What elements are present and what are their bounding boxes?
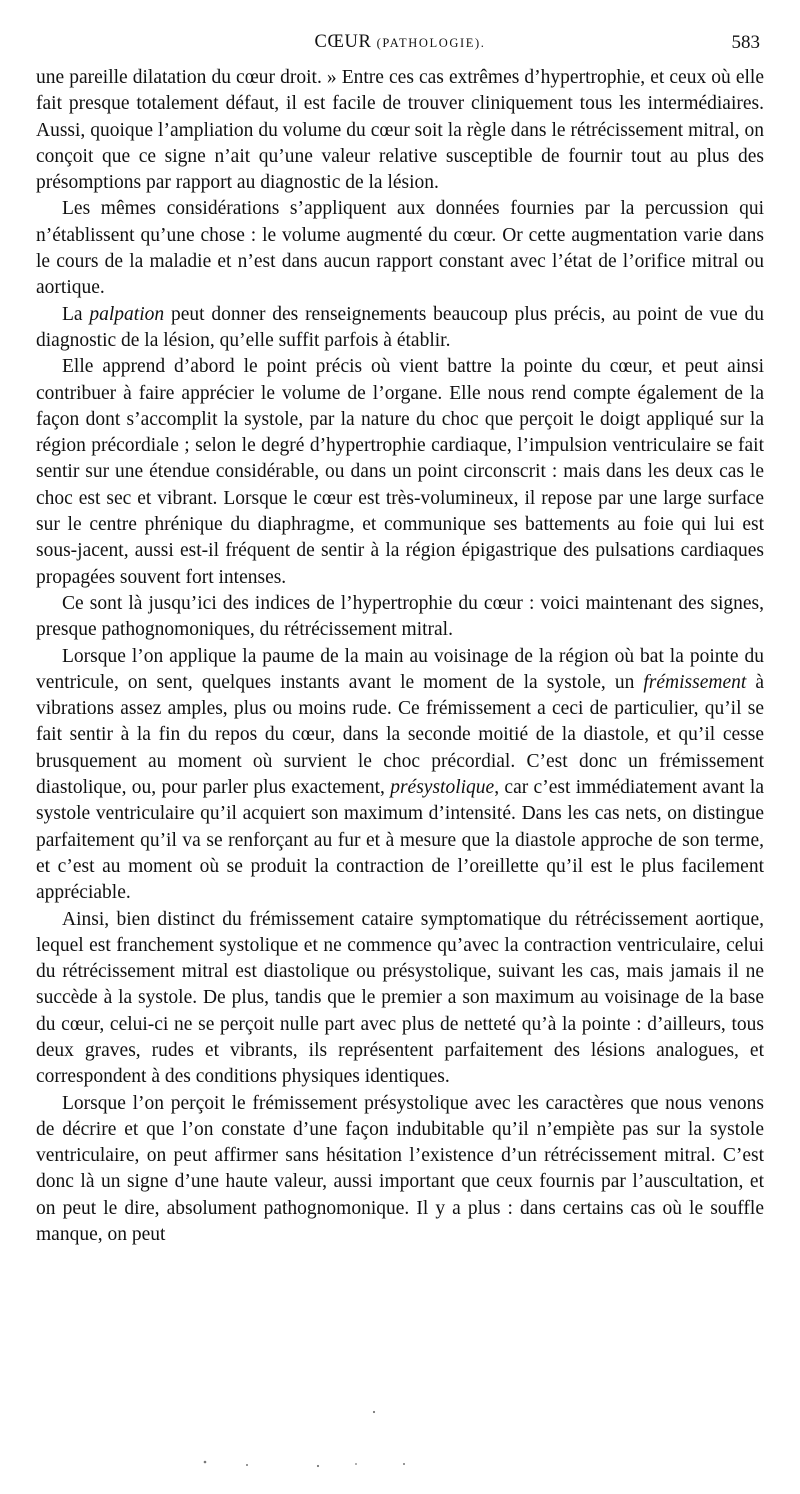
text-run: Lorsque l’on perçoit le frémissement présystolique avec les caractères que nous venons de décrire et que l’on constate d’une façon indubitable qu’il n’empiète pas sur la systole ventriculaire, on peut affirmer sans hésitation l’existence d’un rétrécissement mitral. C’est donc là un signe d’une haute valeur, aussi important que ceux fournis par l’auscultation, et on peut le dire, absolument pathognomonique. Il y a plus : dans certains cas où le souffle manque, on peut [36,1092,764,1246]
paragraph [36,65,764,196]
print-speck [373,1411,375,1413]
text-run: Les mêmes considérations s’appliquent aux données fournies par la percussion qui n’établissent qu’une chose : le volume augmenté du cœur. Or cette augmentation varie dans le cours de la maladie et n’est dans aucun rapport constant avec l’état de l’orifice mitral ou aortique. [36,198,764,299]
running-title-main: CŒUR [314,32,372,52]
paragraph [36,907,764,1091]
running-head [36,22,764,62]
text-run: peut donner des renseignements beaucoup plus précis, au point de vue du diagnostic de la lésion, qu’elle suffit parfois à établir. [36,303,764,351]
text-run: Lorsque l’on applique la paume de la main au voisinage de la région où bat la pointe du ventricule, on sent, quelques instants avant le moment de la systole, un [36,645,764,693]
print-speck [403,1463,405,1465]
italic-term: palpation [89,303,165,325]
text-run: à vibrations assez amples, plus ou moins rude. Ce frémissement a ceci de particulier, qu’il se fait sentir à la fin du repos du cœur, dans la seconde moitié de la diastole, et qu’il cesse brusquement au moment où survient le choc précordial. C’est donc un frémissement diastolique, ou, pour parler plus exactement, [36,671,764,799]
print-specks [0,1400,800,1480]
paragraph [36,644,764,907]
paragraph [36,196,764,301]
print-speck [204,1461,207,1464]
print-speck [246,1464,248,1466]
text-run: La [62,303,90,325]
print-speck [355,1463,357,1465]
book-page [36,22,764,1248]
italic-term: présystolique [390,777,495,799]
text-run: Ce sont là jusqu’ici des indices de l’hypertrophie du cœur : voici maintenant des signes, presque pathognomoniques, du rétrécissement mitral. [36,592,764,641]
running-title-sub: (PATHOLOGIE). [376,36,486,50]
paragraph [36,1091,764,1249]
text-run: Ainsi, bien distinct du frémissement cataire symptomatique du rétrécissement aortique, lequel est franchement systolique et ne commence qu’avec la contraction ventriculaire, celui du rétrécissement mitral est diastolique ou présystolique, suivant les cas, mais jamais il ne succède à la systole. De plus, tandis que le premier a son maximum au voisinage de la base du cœur, celui-ci ne se perçoit nulle part avec plus de netteté qu’à la pointe : d’ailleurs, tous deux graves, rudes et vibrants, ils représentent parfaitement des lésions analogues, et correspondent à des conditions physiques identiques. [36,908,764,1088]
paragraph [36,354,764,591]
running-title [36,32,764,53]
paragraph [36,302,764,355]
page-number: 583 [731,32,760,53]
text-run: une pareille dilatation du cœur droit. » Entre ces cas extrêmes d’hypertrophie, et ceux où elle fait presque totalement défaut, il est facile de trouver cliniquement tous les intermédiaires. Aussi, quoique l’ampliation du volume du cœur soit la règle dans le rétrécissement mitral, on conçoit que ce signe n’ait qu’une valeur relative susceptible de fournir tout au plus des présomptions par rapport au diagnostic de la lésion. [36,67,764,194]
text-run: Elle apprend d’abord le point précis où vient battre la pointe du cœur, et peut ainsi contribuer à faire apprécier le volume de l’organe. Elle nous rend compte également de la façon dont s’accomplit la systole, par la nature du choc que perçoit le doigt appliqué sur la région précordiale ; selon le degré d’hypertrophie cardiaque, l’impulsion ventriculaire se fait sentir sur une étendue considérable, ou dans un point circonscrit : mais dans les deux cas le choc est sec et vibrant. Lorsque le cœur est très-volumineux, il repose par une large surface sur le centre phrénique du diaphragme, et communique ses battements au foie qui lui est sous-jacent, aussi est-il fréquent de sentir à la région épigastrique des pulsations cardiaques propagées souvent fort intenses. [36,356,764,588]
paragraph [36,591,764,644]
body-text [36,65,764,1248]
italic-term: frémissement [643,671,747,693]
print-speck [317,1465,319,1467]
text-run: , car c’est immédiatement avant la systole ventriculaire qu’il acquiert son maximum d’intensité. Dans les cas nets, on distingue parfaitement qu’il va se renforçant au fur et à mesure que la diastole approche de son terme, et c’est au moment où se produit la contraction de l’oreillette qu’il est le plus facilement appréciable. [36,777,764,904]
